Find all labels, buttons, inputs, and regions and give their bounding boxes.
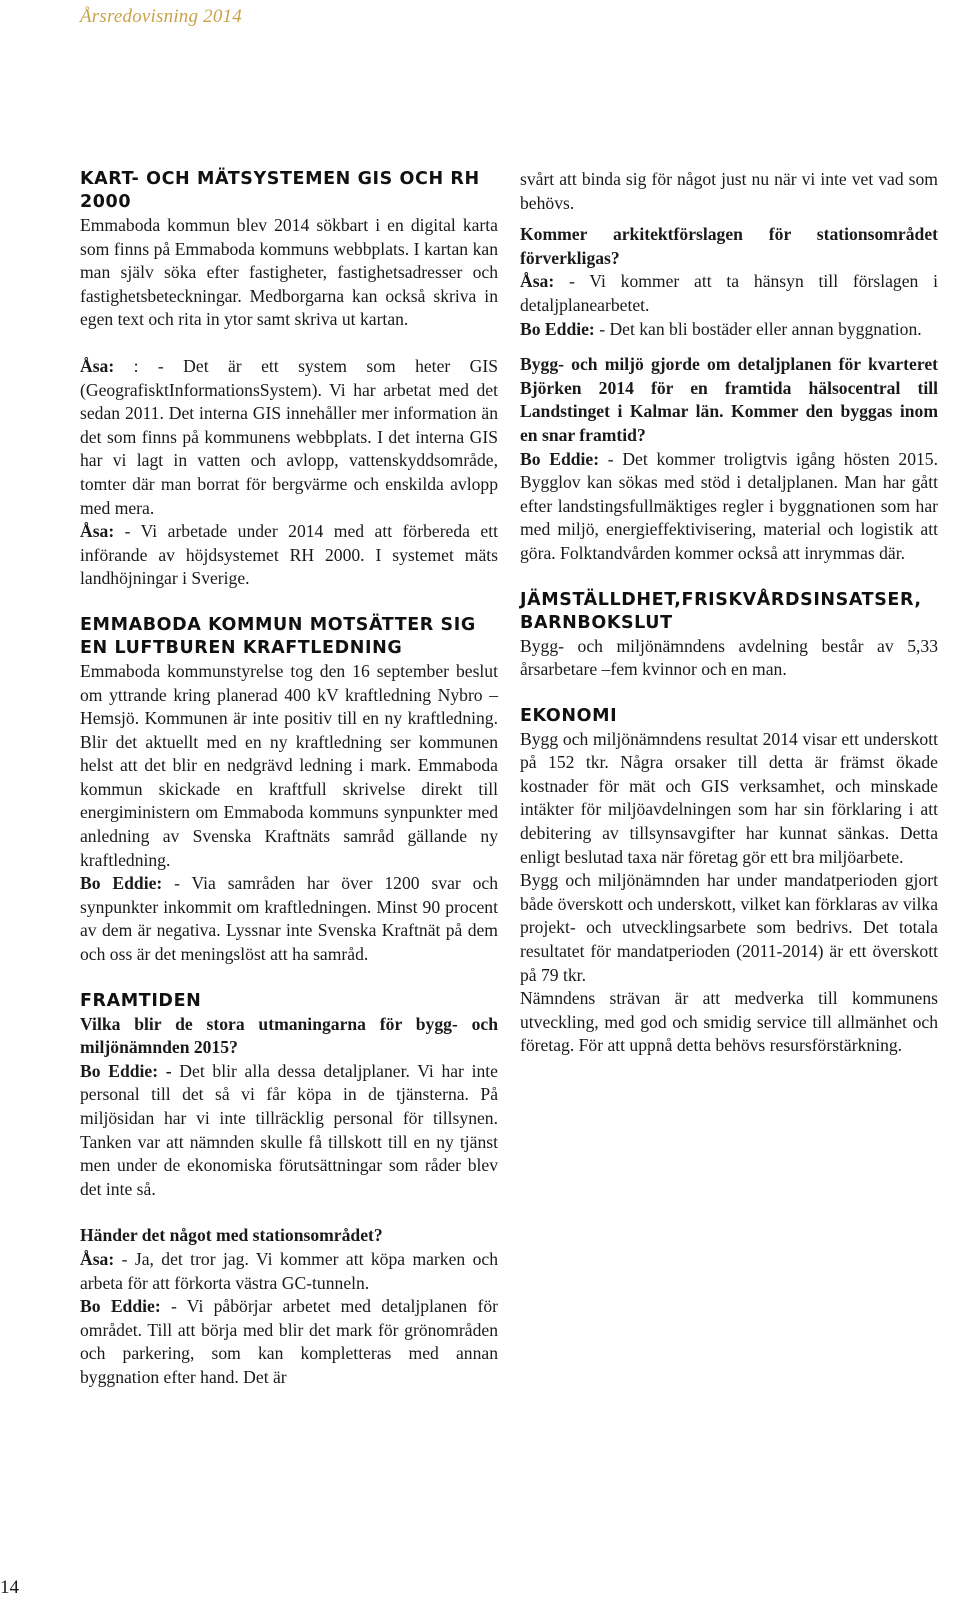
- speaker-label: Åsa:: [80, 1248, 115, 1269]
- speaker-label: Åsa:: [520, 271, 555, 292]
- speaker-label: Bo Eddie: -: [80, 1060, 172, 1081]
- paragraph: [80, 1248, 498, 1295]
- section-heading-kraftledning: EMMABODA KOMMUN MOTSÄTTER SIG EN LUFTBUREN KRAFTLEDNING: [80, 614, 476, 658]
- section-heading-gis: KART- OCH MÄTSYSTEMEN GIS OCH RH 2000: [80, 169, 480, 212]
- speaker-label: Bo Eddie:: [520, 448, 600, 469]
- speaker-label: Åsa:: [80, 521, 115, 542]
- paragraph: [520, 318, 938, 342]
- paragraph: svårt att binda sig för något just nu när vi inte vet vad som behövs.: [520, 169, 938, 213]
- paragraph-text: - Vi arbetade under 2014 med att förbereda ett införande av höjdsystemet RH 2000. I systemet mäts landhöjningar i Sverige.: [80, 521, 498, 589]
- section-heading-jamstalldhet: JÄMSTÄLLDHET,FRISKVÅRDSINSATSER, BARNBOKSLUT: [520, 589, 922, 633]
- speaker-label: Bo Eddie:: [520, 318, 595, 339]
- right-column: [520, 168, 938, 1058]
- paragraph-text: - Det kommer troligtvis igång hösten 2015. Bygglov kan sökas med stöd i detaljplanen. Man har gått efter landstingsfullmäktiges regler i byggnationen som har med miljö, energieffektivisering, material och logistik att göra. Folktandvården kommer också att inrymmas där.: [520, 448, 938, 563]
- running-head: Årsredovisning 2014: [80, 6, 242, 27]
- section-heading-ekonomi: EKONOMI: [520, 705, 618, 726]
- paragraph: [80, 520, 498, 591]
- left-column: [80, 168, 498, 1390]
- paragraph-text: : - Det är ett system som heter GIS (GeografisktInformationsSystem). Vi har arbetat med det sedan 2011. Det interna GIS innehåller mer information än det som finns på kommunens webbplats. I det interna GIS har vi lagt in vatten och avlopp, vattenskyddsområde, tomter där man borrat för bergvärme och enskilda avlopp med mera.: [80, 355, 498, 518]
- paragraph-text: - Det kan bli bostäder eller annan byggnation.: [594, 318, 922, 339]
- paragraph: [80, 1060, 498, 1202]
- paragraph-text: - Vi påbörjar arbetet med detaljplanen för området. Till att börja med blir det mark för grönområden och parkering, som kan kompletteras med annan byggnation efter hand. Det är: [80, 1296, 499, 1387]
- paragraph: Emmaboda kommunstyrelse tog den 16 september beslut om yttrande kring planerad 400 kV kraftledning Nybro – Hemsjö. Kommunen är inte positiv till en ny kraftledning. Blir det aktuellt med en ny kraftledning ser kommunen helst att det blir en nedgrävd ledning i mark. Emmaboda kommun skickade en kraftfull skrivelse direkt till energiministern om Emmaboda kommuns synpunkter med anledning av Svenska Kraftnäts samråd gällande ny kraftledning.: [80, 660, 498, 870]
- paragraph-text: Det blir alla dessa detaljplaner. Vi har inte personal till det så vi får köpa in de tjänsterna. På miljösidan har vi inte tillräcklig personal för tillsynen. Tanken var att nämnden skulle få tillskott till en ny tjänst men under de ekonomiska förutsättningar som råder blev det inte så.: [80, 1060, 498, 1199]
- speaker-label: Åsa:: [80, 355, 115, 376]
- paragraph-text: - Via samråden har över 1200 svar och synpunkter inkommit om kraftledningen. Minst 90 procent av dem är negativa. Lyssnar inte Svenska Kraftnät på dem och oss är det meningslöst att ha samråd.: [80, 873, 498, 965]
- paragraph: Emmaboda kommun blev 2014 sökbart i en digital karta som finns på Emmaboda kommuns webbplats. I kartan kan man själv söka efter fastigheter, fastighetsadresser och fastighetsbeteckningar. Medborgarna kan också skriva in egen text och rita in ytor samt skriva ut kartan.: [80, 215, 498, 330]
- question: Kommer arkitektförslagen för stationsområdet förverkligas?: [520, 224, 938, 268]
- paragraph: [80, 1295, 498, 1389]
- question: Vilka blir de stora utmaningarna för bygg- och miljönämnden 2015?: [80, 1013, 498, 1058]
- paragraph: Bygg- och miljönämndens avdelning består av 5,33 årsarbetare –fem kvinnor och en man.: [520, 635, 938, 680]
- paragraph: Bygg och miljönämndens resultat 2014 visar ett underskott på 152 tkr. Några orsaker till detta är främst ökade kostnader för mät och GIS verksamhet, och minskade intäkter för miljöavdelningen som har sin förklaring i att debitering av tillsynsavgifter har kunnat sänkas. Detta enligt beslutad taxa när företag gör ett bra miljöarbete.: [520, 728, 938, 867]
- speaker-label: Bo Eddie:: [80, 1296, 161, 1317]
- paragraph-text: - Vi kommer att ta hänsyn till förslagen i detaljplanearbetet.: [520, 271, 938, 315]
- question: Bygg- och miljö gjorde om detaljplanen för kvarteret Björken 2014 för en framtida hälsocentral till Landstinget i Kalmar län. Kommer den byggas inom en snar framtid?: [520, 354, 938, 445]
- paragraph: [520, 448, 938, 566]
- paragraph: Bygg och miljönämnden har under mandatperioden gjort både överskott och underskott, vilket kan förklaras av vilka projekt- och utvecklingsarbete som bedrivs. Det totala resultatet för mandatperioden (2011-2014) är ett överskott på 79 tkr.: [520, 870, 938, 985]
- paragraph: [80, 872, 498, 966]
- paragraph: [80, 355, 498, 520]
- paragraph: [520, 270, 938, 317]
- paragraph: Nämndens strävan är att medverka till kommunens utveckling, med god och smidig service till allmänhet och företag. För att uppnå detta behövs resursförstärkning.: [520, 988, 938, 1056]
- question: Händer det något med stationsområdet?: [80, 1225, 383, 1246]
- section-heading-framtiden: FRAMTIDEN: [80, 990, 202, 1011]
- paragraph-text: - Ja, det tror jag. Vi kommer att köpa marken och arbeta för att förkorta västra GC-tunneln.: [80, 1248, 498, 1293]
- speaker-label: Bo Eddie:: [80, 873, 163, 894]
- page-number: 14: [0, 1577, 19, 1598]
